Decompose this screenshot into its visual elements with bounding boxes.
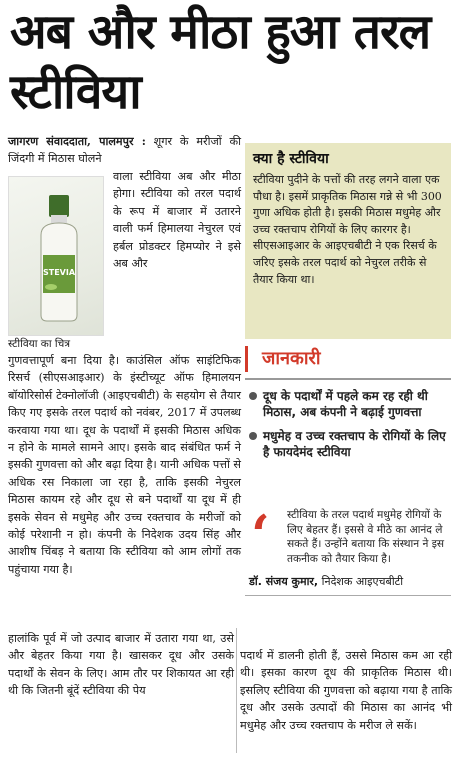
article-bottom-right: पदार्थ में डालनी होती हैं, उससे मिठास कम आ रही थी। इसका कारण दूध की प्राकृतिक मिठास थी। इसलिए स्टीविया की गुणवत्ता को बढ़ाया गया है ताकि दूध और उसके उत्पादों की मिठास का आनंद भी मधुमेह और उच्च रक्तचाप के मरीज ले सकें।: [240, 649, 452, 732]
sidebar-title: क्या है स्टीविया: [253, 151, 329, 167]
dateline: जागरण संवाददाता, पालमपुर :: [8, 134, 146, 148]
info-item-text: दूध के पदार्थों में पहले कम रह रही थी मिठास, अब कंपनी ने बढ़ाई गुणवत्ता: [263, 389, 428, 419]
article-bottom-left: हालांकि पूर्व में जो उत्पाद बाजार में उतारा गया था, उसे और बेहतर किया गया है। खासकर दूध और उसके पदार्थों के सेवन के लिए। आम तौर पर शिकायत आ रही थी कि जितनी बूंदें स्टीविया की पेय: [8, 632, 234, 698]
info-box: [245, 346, 451, 460]
info-item: [245, 428, 451, 460]
bullet-icon: [249, 432, 257, 440]
bottle-label: STEVIA: [42, 268, 76, 277]
what-is-stevia-box: [245, 143, 451, 339]
info-item-text: मधुमेह व उच्च रक्तचाप के रोगियों के लिए है फायदेमंद स्टीविया: [263, 429, 446, 459]
quote-author: [245, 574, 451, 589]
article-body: गुणवत्तापूर्ण बना दिया है। काउंसिल ऑफ साइंटिफिक रिसर्च (सीएसआइआर) के इंस्टीच्यूट ऑफ हिमालयन बॉयोरिसोर्स टेक्नोलॉजी (आइएचबीटी) के सहयोग से तैयार किए गए इसके तरल पदार्थ को नवंबर, 2017 में उपलब्ध करवाया गया था। दूध के पदार्थों में इसकी मिठास अधिक न होने के मामले सामने आए। इसके बाद संबंधित फर्म ने इसकी गुणवत्ता को और बढ़ा दिया है। यानी अधिक पत्तों से अधिक रस निकाला जा रहा है, ताकि इसकी नेचुरल मिठास कायम रहे और दूध से बने पदार्थों या दूध में ही इसके सेवन से मधुमेह और उच्च रक्तचाव के मरीजों को कोई परेशानी न हो। कंपनी के निदेशक उदय सिंह और आशीष चिंबड़ ने बताया कि स्टीविया को आम लोगों तक पहुंचाया गया है।: [8, 354, 241, 576]
quote-mark-icon: ‘: [251, 503, 270, 567]
bullet-icon: [249, 392, 257, 400]
headline: अब और मीठा हुआ तरल स्टीविया: [10, 4, 431, 120]
article-wrap-text: वाला स्टीविया अब और मीठा होगा। स्टीविया को तरल पदार्थ के रूप में बाजार में उतारने वाली फर्म हिमालया नेचुरल एवं हर्बल प्रोडक्टर हिमप्योर ने इसे अब और: [113, 170, 241, 271]
photo-caption: स्टीविया का चित्र: [8, 338, 71, 350]
quote-divider: [245, 595, 451, 596]
sidebar-text: स्टीविया पुदीने के पत्तों की तरह लगने वाला एक पौधा है। इसमें प्राकृतिक मिठास गन्ने से भी 300 गुणा अधिक होती है। इसकी मिठास मधुमेह और उच्च रक्तचाप रोगियों के लिए कारगर है। सीएसआइआर के आइएचबीटी ने एक रिसर्च के जरिए इसके तरल पदार्थ को नेचुरल तरीके से तैयार किया था।: [253, 173, 442, 286]
article-intro: [8, 133, 241, 168]
info-divider: [245, 378, 451, 380]
info-item: [245, 388, 451, 420]
stevia-bottle-image: [31, 195, 87, 323]
product-photo: [8, 176, 104, 336]
quote-text: स्टीविया के तरल पदार्थ मधुमेह रोगियों के लिए बेहतर हैं। इससे वे मीठे का आनंद ले सकते हैं। उन्होंने बताया कि संस्थान ने इस तकनीक को तैयार किया है।: [287, 509, 445, 565]
article-lead: शूगर के मरीजों की जिंदगी में मिठास घोलने: [8, 135, 241, 166]
quote-author-title: निदेशक आइएचबीटी: [321, 575, 404, 589]
quote-author-name: डॉ. संजय कुमार,: [249, 575, 319, 589]
info-title: जानकारी: [245, 346, 451, 372]
column-divider: [236, 628, 237, 753]
quote-block: [245, 503, 451, 596]
